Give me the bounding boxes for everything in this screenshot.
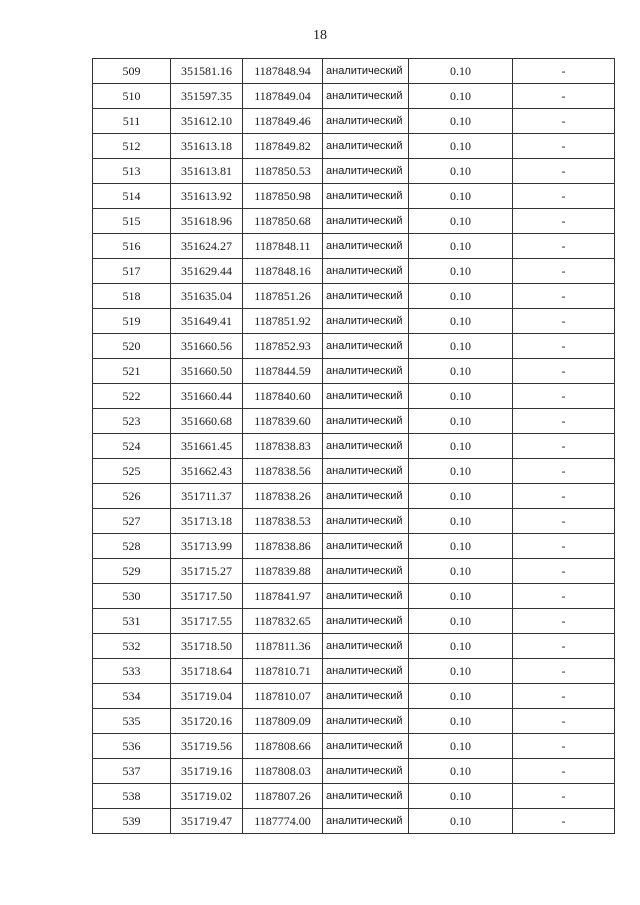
note-cell: - [513, 234, 615, 259]
accuracy-cell: 0.10 [409, 759, 513, 784]
method-cell: аналитический [323, 309, 409, 334]
table-row [93, 659, 615, 684]
table-row [93, 159, 615, 184]
accuracy-cell: 0.10 [409, 384, 513, 409]
point-number-cell: 532 [93, 634, 171, 659]
note-cell: - [513, 459, 615, 484]
method-cell: аналитический [323, 284, 409, 309]
method-cell: аналитический [323, 159, 409, 184]
table-row [93, 809, 615, 834]
point-number-cell: 533 [93, 659, 171, 684]
point-number-cell: 529 [93, 559, 171, 584]
table-row [93, 609, 615, 634]
note-cell: - [513, 759, 615, 784]
point-number-cell: 509 [93, 59, 171, 84]
accuracy-cell: 0.10 [409, 459, 513, 484]
table-row [93, 584, 615, 609]
note-cell: - [513, 59, 615, 84]
accuracy-cell: 0.10 [409, 84, 513, 109]
note-cell: - [513, 559, 615, 584]
coordinate-y-cell: 1187850.98 [243, 184, 323, 209]
note-cell: - [513, 684, 615, 709]
point-number-cell: 511 [93, 109, 171, 134]
coordinate-x-cell: 351629.44 [171, 259, 243, 284]
coordinate-y-cell: 1187811.36 [243, 634, 323, 659]
method-cell: аналитический [323, 459, 409, 484]
accuracy-cell: 0.10 [409, 159, 513, 184]
method-cell: аналитический [323, 259, 409, 284]
method-cell: аналитический [323, 509, 409, 534]
coordinate-y-cell: 1187838.83 [243, 434, 323, 459]
method-cell: аналитический [323, 184, 409, 209]
coordinate-x-cell: 351660.44 [171, 384, 243, 409]
coordinate-y-cell: 1187838.53 [243, 509, 323, 534]
note-cell: - [513, 609, 615, 634]
accuracy-cell: 0.10 [409, 109, 513, 134]
note-cell: - [513, 659, 615, 684]
coordinate-x-cell: 351713.18 [171, 509, 243, 534]
table-row [93, 484, 615, 509]
table-row [93, 784, 615, 809]
accuracy-cell: 0.10 [409, 559, 513, 584]
coordinate-x-cell: 351719.02 [171, 784, 243, 809]
coordinate-x-cell: 351649.41 [171, 309, 243, 334]
table-row [93, 184, 615, 209]
coordinate-y-cell: 1187810.71 [243, 659, 323, 684]
method-cell: аналитический [323, 609, 409, 634]
coordinate-x-cell: 351612.10 [171, 109, 243, 134]
method-cell: аналитический [323, 209, 409, 234]
coordinate-y-cell: 1187851.92 [243, 309, 323, 334]
point-number-cell: 520 [93, 334, 171, 359]
note-cell: - [513, 634, 615, 659]
coordinate-x-cell: 351618.96 [171, 209, 243, 234]
note-cell: - [513, 334, 615, 359]
coordinate-y-cell: 1187850.53 [243, 159, 323, 184]
accuracy-cell: 0.10 [409, 334, 513, 359]
method-cell: аналитический [323, 559, 409, 584]
point-number-cell: 535 [93, 709, 171, 734]
point-number-cell: 526 [93, 484, 171, 509]
coordinate-y-cell: 1187848.94 [243, 59, 323, 84]
method-cell: аналитический [323, 784, 409, 809]
accuracy-cell: 0.10 [409, 659, 513, 684]
point-number-cell: 537 [93, 759, 171, 784]
coordinates-table-body [93, 59, 615, 834]
coordinate-x-cell: 351713.99 [171, 534, 243, 559]
coordinate-y-cell: 1187809.09 [243, 709, 323, 734]
accuracy-cell: 0.10 [409, 609, 513, 634]
note-cell: - [513, 484, 615, 509]
method-cell: аналитический [323, 759, 409, 784]
table-row [93, 459, 615, 484]
note-cell: - [513, 84, 615, 109]
coordinate-y-cell: 1187839.88 [243, 559, 323, 584]
table-row [93, 334, 615, 359]
method-cell: аналитический [323, 384, 409, 409]
table-row [93, 284, 615, 309]
table-row [93, 734, 615, 759]
table-row [93, 259, 615, 284]
note-cell: - [513, 734, 615, 759]
coordinate-x-cell: 351719.56 [171, 734, 243, 759]
point-number-cell: 514 [93, 184, 171, 209]
note-cell: - [513, 709, 615, 734]
method-cell: аналитический [323, 634, 409, 659]
coordinate-x-cell: 351613.92 [171, 184, 243, 209]
table-row [93, 84, 615, 109]
method-cell: аналитический [323, 359, 409, 384]
table-row [93, 384, 615, 409]
table-row [93, 309, 615, 334]
table-row [93, 634, 615, 659]
method-cell: аналитический [323, 709, 409, 734]
point-number-cell: 510 [93, 84, 171, 109]
coordinate-x-cell: 351715.27 [171, 559, 243, 584]
coordinate-y-cell: 1187832.65 [243, 609, 323, 634]
coordinate-y-cell: 1187774.00 [243, 809, 323, 834]
method-cell: аналитический [323, 484, 409, 509]
coordinate-y-cell: 1187840.60 [243, 384, 323, 409]
accuracy-cell: 0.10 [409, 484, 513, 509]
coordinate-y-cell: 1187841.97 [243, 584, 323, 609]
method-cell: аналитический [323, 809, 409, 834]
coordinate-x-cell: 351635.04 [171, 284, 243, 309]
accuracy-cell: 0.10 [409, 634, 513, 659]
coordinate-y-cell: 1187849.82 [243, 134, 323, 159]
coordinate-y-cell: 1187838.56 [243, 459, 323, 484]
coordinate-x-cell: 351660.50 [171, 359, 243, 384]
accuracy-cell: 0.10 [409, 209, 513, 234]
point-number-cell: 531 [93, 609, 171, 634]
table-row [93, 509, 615, 534]
point-number-cell: 523 [93, 409, 171, 434]
method-cell: аналитический [323, 134, 409, 159]
coordinate-y-cell: 1187851.26 [243, 284, 323, 309]
coordinate-x-cell: 351613.18 [171, 134, 243, 159]
point-number-cell: 538 [93, 784, 171, 809]
coordinate-y-cell: 1187848.11 [243, 234, 323, 259]
accuracy-cell: 0.10 [409, 709, 513, 734]
method-cell: аналитический [323, 84, 409, 109]
coordinate-y-cell: 1187807.26 [243, 784, 323, 809]
page-number: 18 [313, 28, 327, 43]
note-cell: - [513, 584, 615, 609]
coordinate-y-cell: 1187849.46 [243, 109, 323, 134]
accuracy-cell: 0.10 [409, 284, 513, 309]
accuracy-cell: 0.10 [409, 134, 513, 159]
coordinates-table [92, 58, 615, 834]
note-cell: - [513, 809, 615, 834]
coordinate-y-cell: 1187810.07 [243, 684, 323, 709]
note-cell: - [513, 784, 615, 809]
coordinate-x-cell: 351717.50 [171, 584, 243, 609]
accuracy-cell: 0.10 [409, 309, 513, 334]
coordinate-y-cell: 1187838.26 [243, 484, 323, 509]
coordinate-x-cell: 351718.64 [171, 659, 243, 684]
point-number-cell: 515 [93, 209, 171, 234]
note-cell: - [513, 534, 615, 559]
note-cell: - [513, 184, 615, 209]
table-row [93, 534, 615, 559]
table-row [93, 409, 615, 434]
coordinate-x-cell: 351719.47 [171, 809, 243, 834]
table-row [93, 134, 615, 159]
accuracy-cell: 0.10 [409, 509, 513, 534]
accuracy-cell: 0.10 [409, 684, 513, 709]
point-number-cell: 534 [93, 684, 171, 709]
point-number-cell: 512 [93, 134, 171, 159]
point-number-cell: 516 [93, 234, 171, 259]
note-cell: - [513, 434, 615, 459]
coordinate-x-cell: 351661.45 [171, 434, 243, 459]
coordinate-y-cell: 1187849.04 [243, 84, 323, 109]
accuracy-cell: 0.10 [409, 234, 513, 259]
coordinate-y-cell: 1187808.03 [243, 759, 323, 784]
method-cell: аналитический [323, 734, 409, 759]
table-row [93, 684, 615, 709]
table-row [93, 209, 615, 234]
point-number-cell: 539 [93, 809, 171, 834]
coordinate-x-cell: 351581.16 [171, 59, 243, 84]
method-cell: аналитический [323, 409, 409, 434]
note-cell: - [513, 134, 615, 159]
point-number-cell: 517 [93, 259, 171, 284]
table-row [93, 359, 615, 384]
coordinate-y-cell: 1187852.93 [243, 334, 323, 359]
method-cell: аналитический [323, 584, 409, 609]
point-number-cell: 521 [93, 359, 171, 384]
note-cell: - [513, 109, 615, 134]
coordinate-y-cell: 1187850.68 [243, 209, 323, 234]
note-cell: - [513, 259, 615, 284]
coordinate-y-cell: 1187848.16 [243, 259, 323, 284]
coordinate-x-cell: 351720.16 [171, 709, 243, 734]
accuracy-cell: 0.10 [409, 434, 513, 459]
point-number-cell: 513 [93, 159, 171, 184]
note-cell: - [513, 409, 615, 434]
note-cell: - [513, 509, 615, 534]
coordinate-y-cell: 1187844.59 [243, 359, 323, 384]
point-number-cell: 527 [93, 509, 171, 534]
method-cell: аналитический [323, 234, 409, 259]
accuracy-cell: 0.10 [409, 259, 513, 284]
table-row [93, 234, 615, 259]
note-cell: - [513, 209, 615, 234]
coordinate-x-cell: 351719.04 [171, 684, 243, 709]
coordinate-y-cell: 1187808.66 [243, 734, 323, 759]
accuracy-cell: 0.10 [409, 784, 513, 809]
coordinate-x-cell: 351717.55 [171, 609, 243, 634]
method-cell: аналитический [323, 434, 409, 459]
method-cell: аналитический [323, 59, 409, 84]
accuracy-cell: 0.10 [409, 734, 513, 759]
coordinate-x-cell: 351662.43 [171, 459, 243, 484]
note-cell: - [513, 359, 615, 384]
coordinate-x-cell: 351718.50 [171, 634, 243, 659]
coordinate-x-cell: 351660.56 [171, 334, 243, 359]
point-number-cell: 519 [93, 309, 171, 334]
accuracy-cell: 0.10 [409, 809, 513, 834]
table-row [93, 59, 615, 84]
accuracy-cell: 0.10 [409, 359, 513, 384]
accuracy-cell: 0.10 [409, 409, 513, 434]
coordinate-x-cell: 351624.27 [171, 234, 243, 259]
coordinate-x-cell: 351613.81 [171, 159, 243, 184]
table-row [93, 559, 615, 584]
method-cell: аналитический [323, 659, 409, 684]
coordinate-x-cell: 351660.68 [171, 409, 243, 434]
method-cell: аналитический [323, 684, 409, 709]
accuracy-cell: 0.10 [409, 534, 513, 559]
point-number-cell: 525 [93, 459, 171, 484]
point-number-cell: 536 [93, 734, 171, 759]
table-row [93, 109, 615, 134]
method-cell: аналитический [323, 534, 409, 559]
point-number-cell: 530 [93, 584, 171, 609]
method-cell: аналитический [323, 334, 409, 359]
accuracy-cell: 0.10 [409, 184, 513, 209]
method-cell: аналитический [323, 109, 409, 134]
note-cell: - [513, 309, 615, 334]
point-number-cell: 528 [93, 534, 171, 559]
note-cell: - [513, 384, 615, 409]
point-number-cell: 524 [93, 434, 171, 459]
point-number-cell: 522 [93, 384, 171, 409]
note-cell: - [513, 284, 615, 309]
coordinate-y-cell: 1187838.86 [243, 534, 323, 559]
point-number-cell: 518 [93, 284, 171, 309]
table-row [93, 709, 615, 734]
table-row [93, 434, 615, 459]
accuracy-cell: 0.10 [409, 584, 513, 609]
table-row [93, 759, 615, 784]
coordinate-x-cell: 351597.35 [171, 84, 243, 109]
note-cell: - [513, 159, 615, 184]
coordinate-x-cell: 351711.37 [171, 484, 243, 509]
coordinate-x-cell: 351719.16 [171, 759, 243, 784]
accuracy-cell: 0.10 [409, 59, 513, 84]
coordinate-y-cell: 1187839.60 [243, 409, 323, 434]
